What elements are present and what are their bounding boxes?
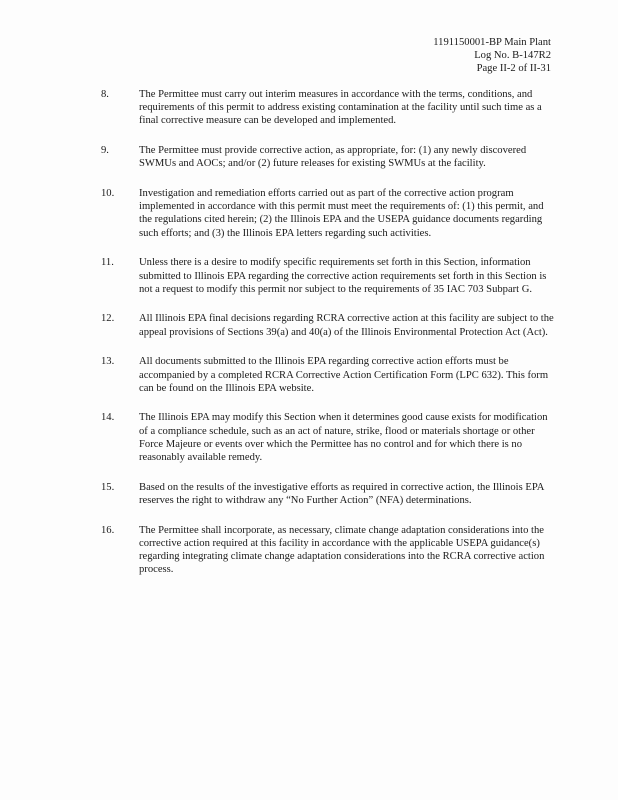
page-header [433,36,551,76]
list-item [0,256,618,296]
permit-conditions-list [0,88,618,593]
item-number: 10. [101,188,115,200]
item-number: 8. [101,89,109,100]
item-number: 13. [101,356,115,368]
list-item [0,88,618,128]
item-number: 16. [101,524,115,536]
header-facility-id: 1191150001-BP Main Plant [433,37,551,48]
item-text: All Illinois EPA final decisions regarding RCRA corrective action at this facility are subject to the appeal provisions of Sections 39(a) and 40(a) of the Illinois Environmental Protection Act (Act). [139,313,554,338]
header-page-number: Page II-2 of II-31 [476,63,551,75]
list-item [0,481,618,507]
item-text: The Permittee shall incorporate, as necessary, climate change adaptation considerations into the corrective action required at this facility in accordance with the applicable USEPA guidance(s) regarding integrating climate change adaptation considerations into the RCRA corrective action process. [139,524,545,576]
list-item [0,524,618,577]
item-number: 15. [101,481,115,493]
item-text: The Illinois EPA may modify this Section when it determines good cause exists for modification of a compliance schedule, such as an act of nature, strike, flood or materials shortage or other Force Majeure or events over which the Permittee has no control and for which there is no reasonably available remedy. [139,412,548,464]
item-number: 9. [101,145,109,157]
list-item [0,312,618,338]
list-item [0,187,618,240]
header-log-number: Log No. B-147R2 [474,50,551,62]
list-item [0,144,618,170]
item-number: 12. [101,313,115,325]
item-number: 11. [101,257,114,269]
item-text: Investigation and remediation efforts carried out as part of the corrective action program implemented in accordance with this permit must meet the requirements of: (1) this permit, and the regulations cited herein; (2) the Illinois EPA and the USEPA guidance documents regarding such efforts; and (3) the Illinois EPA letters regarding such activities. [139,188,544,239]
list-item [0,355,618,395]
item-text: Based on the results of the investigative efforts as required in corrective action, the Illinois EPA reserves the right to withdraw any “No Further Action” (NFA) determinations. [139,481,544,506]
item-text: The Permittee must carry out interim measures in accordance with the terms, conditions, and requirements of this permit to address existing contamination at the facility until such time as a final corrective measure can be developed and implemented. [139,89,542,127]
item-text: Unless there is a desire to modify specific requirements set forth in this Section, information submitted to Illinois EPA regarding the corrective action requirements set forth in this Section is not a request to modify this permit nor subject to the requirements of 35 IAC 703 Subpart G. [139,257,547,295]
item-text: All documents submitted to the Illinois EPA regarding corrective action efforts must be accompanied by a completed RCRA Corrective Action Certification Form (LPC 632). This form can be found on the Illinois EPA website. [139,356,549,394]
item-text: The Permittee must provide corrective action, as appropriate, for: (1) any newly discovered SWMUs and AOCs; and/or (2) future releases for existing SWMUs at the facility. [139,145,527,170]
item-number: 14. [101,412,115,424]
list-item [0,411,618,464]
